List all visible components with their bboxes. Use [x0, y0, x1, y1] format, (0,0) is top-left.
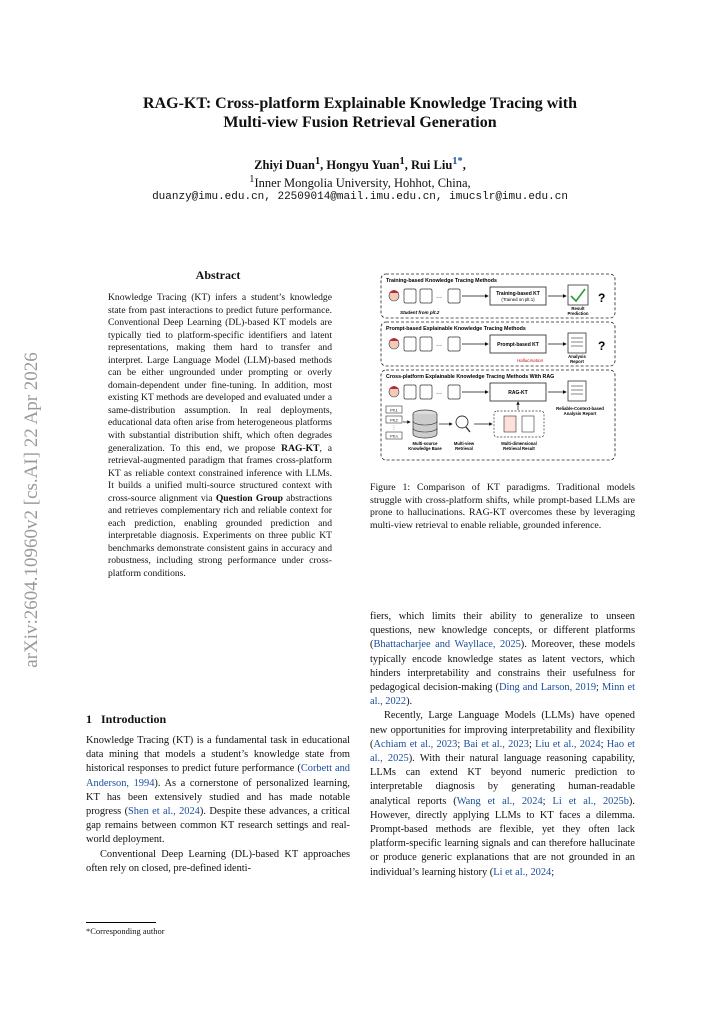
body-text: ; — [596, 682, 602, 694]
panel-2-title: Prompt-based Explainable Knowledge Tracing Methods — [386, 326, 526, 332]
kb-label-2: Knowledge Base — [408, 446, 442, 451]
arxiv-identifier — [17, 300, 41, 720]
result-box-icon — [568, 285, 588, 305]
kb-label-1: Multi-source — [412, 441, 438, 446]
abstract-body — [108, 292, 332, 581]
section-title: Introduction — [101, 712, 167, 726]
panel-3-title: Cross-platform Explainable Knowledge Tracing Methods With RAG — [386, 374, 555, 380]
citation-link[interactable]: Achiam et al., 2023 — [373, 738, 458, 750]
abstract-bold: RAG-KT — [281, 442, 320, 454]
panel-3-result: Reliable-Context-based — [556, 406, 604, 411]
citation-link[interactable]: Li et al., 2024 — [493, 866, 552, 878]
panel-3-model: RAG-KT — [508, 390, 528, 396]
question-card-icon — [404, 385, 416, 399]
question-mark-icon: ? — [598, 339, 606, 353]
author-list: Zhiyi Duan$^1$, Hongyu Yuan$^1$, Rui Liu$^{1*}$, — [254, 156, 466, 173]
question-card-icon — [448, 337, 460, 351]
author-sup: 1 — [314, 156, 321, 167]
citation-link[interactable]: Wang et al., 2024 — [456, 795, 543, 807]
arxiv-id-text: arXiv:2604.10960v2 [cs.AI] 22 Apr 2026 — [21, 352, 42, 668]
right-column-body — [370, 610, 635, 880]
figure-1-caption: Figure 1: Comparison of KT paradigms. Traditional models struggle with cross-platform shifts, while prompt-based LLMs are prone to hallucinations. RAG-KT overcomes these by leveraging multi-view retrieval to enable reliable, grounded inference. — [370, 482, 635, 531]
report-icon — [568, 333, 586, 353]
magnifier-icon — [456, 416, 468, 428]
body-text: ; — [457, 738, 464, 750]
abstract-text: abstractions and retrieves complementary rich and reliable context for each prediction, enabling grounded prediction and interpretable diagnosis. Experiments on three public KT benchmarks demonstrate consistent gains in accuracy and robustness, including strong performance under cross-platform conditions. — [108, 492, 332, 580]
author-sup: 1 — [399, 156, 405, 167]
body-text: ). — [406, 696, 413, 708]
citation-link[interactable]: Bhattacharjee and Wayllace, 2025 — [373, 639, 521, 651]
affiliation-sup: 1 — [249, 174, 255, 185]
figure-1-diagram — [380, 272, 618, 462]
author-name: Rui Liu — [410, 158, 453, 173]
citation-link[interactable]: Bai et al., 2023 — [463, 738, 529, 750]
body-paragraph-2 — [370, 709, 635, 879]
question-card-icon — [448, 385, 460, 399]
intro-text: ). Despite these advances, a critical gap remains between common KT research settings and real-world deployment. — [86, 806, 350, 846]
citation-link[interactable]: Liu et al., 2024 — [535, 738, 601, 750]
report-icon — [568, 381, 586, 401]
panel-1-result: Result — [571, 306, 585, 311]
affiliation-text: Inner Mongolia University, Hohhot, China, — [254, 176, 471, 191]
section-heading — [86, 712, 166, 727]
citation-link[interactable]: Hao et al., 2025 — [370, 738, 635, 765]
panel-2-model: Prompt-based KT — [497, 342, 539, 348]
footnote: *Corresponding author — [86, 926, 165, 936]
mv-label-2: Retrieval — [455, 446, 473, 451]
body-text: ; — [600, 738, 607, 750]
question-mark-icon: ? — [598, 291, 606, 305]
panel-1-student: Student from plt.2 — [400, 310, 440, 315]
mv-label-1: Multi-view — [453, 441, 475, 446]
intro-text: Knowledge Tracing (KT) is a fundamental task in educational data mining that models a student’s knowledge state from historical responses to predict future performance ( — [86, 735, 350, 775]
author-name: Zhiyi Duan — [254, 158, 315, 173]
platform-1-label: Plt.1 — [390, 408, 398, 413]
body-text: ; — [542, 795, 553, 807]
magnifier-handle-icon — [466, 427, 470, 432]
abstract-heading: Abstract — [195, 268, 241, 282]
title-line-2: Multi-view Fusion Retrieval Generation — [223, 114, 497, 131]
student-hair-icon — [389, 290, 399, 293]
platform-n-label: Plt.n — [390, 434, 398, 439]
citation-link[interactable]: Li et al., 2025b — [552, 795, 629, 807]
student-hair-icon — [389, 338, 399, 341]
paper-title — [100, 94, 620, 132]
question-card-icon — [404, 289, 416, 303]
student-hair-icon — [389, 386, 399, 389]
result-card-icon — [522, 416, 534, 432]
retrieval-result-box — [494, 411, 544, 437]
panel-1-model: Training-based KT — [496, 291, 540, 297]
body-text: Recently, Large Language Models (LLMs) have opened new opportunities for improving interpretability and flexibility ( — [370, 710, 635, 750]
panel-1-title: Training-based Knowledge Tracing Methods — [386, 278, 497, 284]
body-text: ). With their natural language reasoning capability, LLMs can extend KT beyond numeric prediction to interpretable diagnosis by generating human-readable analytical reports ( — [370, 753, 636, 807]
body-text: ; — [528, 738, 536, 750]
author-sup: 1* — [452, 156, 463, 167]
footnote-rule — [86, 922, 156, 923]
md-label-1: Multi-dimensional — [501, 441, 537, 446]
citation-link[interactable]: Minn et al., 2022 — [370, 682, 635, 708]
ellipsis-text: … — [436, 390, 442, 396]
panel-1-model-sub: (Trained on plt.1) — [501, 297, 535, 302]
intro-text: ). As a cornerstone of personalized learning, KT has been extensively studied and has made notable progress ( — [86, 777, 350, 818]
abstract-bold: Question Group — [215, 492, 283, 504]
platform-2-label: Plt.2 — [390, 418, 398, 423]
vertical-ellipsis: ⋮ — [391, 425, 397, 431]
body-text: fiers, which limits their ability to generalize to unseen questions, new knowledge concepts, or different platforms ( — [370, 611, 635, 651]
section-number: 1 — [86, 712, 92, 726]
intro-body — [86, 734, 350, 876]
title-line-1: RAG-KT: Cross-platform Explainable Knowledge Tracing with — [143, 95, 577, 112]
question-card-icon — [420, 289, 432, 303]
panel-2-hallucination: Hallucination — [516, 358, 544, 363]
author-emails: duanzy@imu.edu.cn, 22509014@mail.imu.edu.cn, imucslr@imu.edu.cn — [152, 191, 568, 203]
panel-1-result-2: Prediction — [567, 311, 589, 316]
database-body-icon — [413, 414, 437, 438]
intro-paragraph-2: Conventional Deep Learning (DL)-based KT approaches often rely on closed, pre-defined identi- — [86, 848, 350, 874]
citation-link[interactable]: Ding and Larson, 2019 — [498, 682, 597, 694]
panel-3-result-2: Analysis Report — [563, 411, 597, 416]
affiliation — [100, 174, 620, 191]
body-text: ; — [551, 866, 555, 878]
citation-link[interactable]: Corbett and Anderson, 1994 — [86, 763, 350, 789]
md-label-2: Retrieval Result — [503, 446, 535, 451]
question-card-icon — [420, 385, 432, 399]
question-card-icon — [448, 289, 460, 303]
panel-2-result: Analysis — [568, 354, 586, 359]
question-card-icon — [420, 337, 432, 351]
panel-2-result-2: Report — [570, 359, 584, 364]
ellipsis-text: … — [436, 294, 442, 300]
abstract-text: Knowledge Tracing (KT) infers a student’s knowledge state from past interactions to predict future performance. Conventional Deep Learning (DL)-based KT models are typically tied to platform-specific identifiers and latent representations, making them hard to transfer and interpret. Large Language Model (LLM)-based methods can be either ungrounded under prompting or overly domain-dependent under fine-tuning. In addition, most existing KT methods are developed and evaluated under a same-distribution assumption. In real deployments, educational data often arise from heterogeneous platforms with substantial distribution shift, which often degrades generalization. To this end, we propose — [108, 292, 332, 454]
body-text: ). However, directly applying LLMs to KT faces a dilemma. Prompt-based methods are flexible, yet they often lack platform-specific learning signals and can therefore hallucinate or produce generic explanations that are not grounded in an individual’s learning history ( — [370, 795, 635, 878]
abstract-text: , a retrieval-augmented paradigm that frames cross-platform KT as reliable context constrained inference with LLMs. It builds a unified multi-source structured context with cross-source alignment via — [108, 442, 332, 504]
author-name: Hongyu Yuan — [326, 158, 400, 173]
body-text: ). Moreover, these models typically encode knowledge states as latent vectors, which hinders interpretability and constrains their usefulness for pedagogical decision-making ( — [370, 639, 635, 694]
ellipsis-text: … — [436, 342, 442, 348]
citation-link[interactable]: Shen et al., 2024 — [128, 806, 200, 818]
question-card-icon — [404, 337, 416, 351]
result-card-icon — [504, 416, 516, 432]
